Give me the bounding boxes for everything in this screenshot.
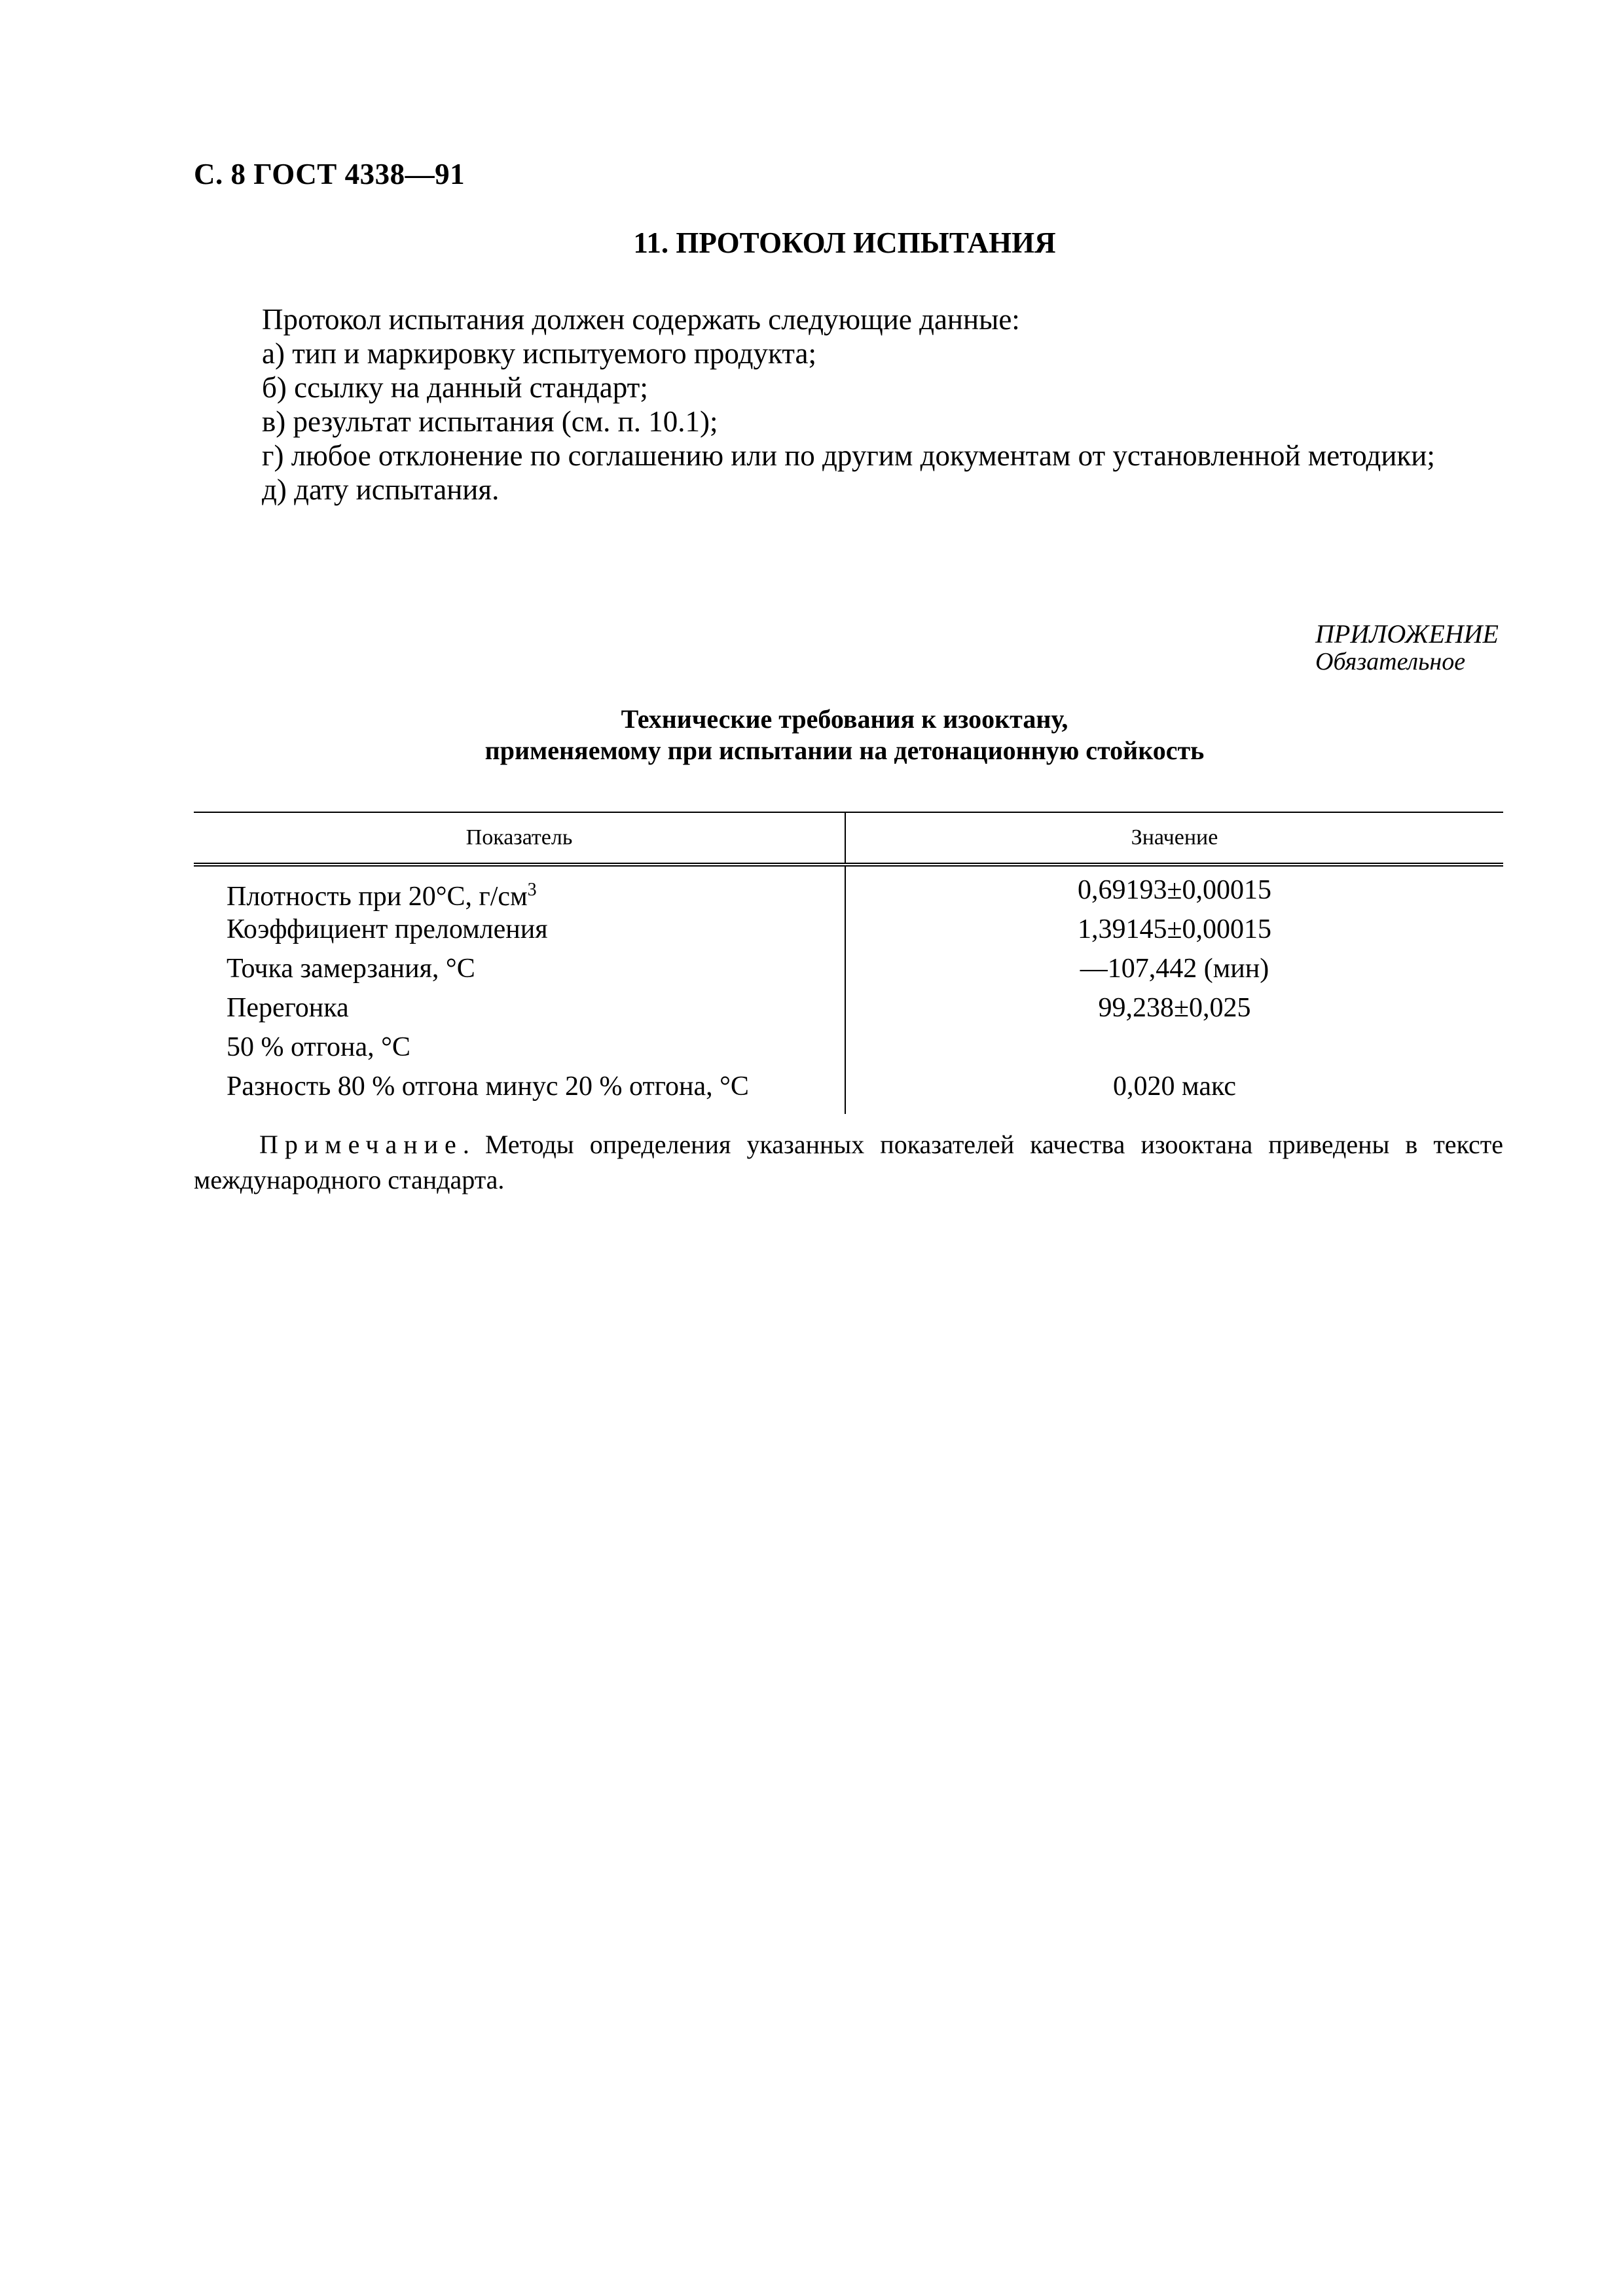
table-row-parameter (194, 870, 845, 910)
protocol-item-b: б) ссылку на данный стандарт; (262, 371, 648, 404)
table-header-row (194, 813, 1503, 867)
appendix-title: ПРИЛОЖЕНИЕ (1315, 619, 1499, 649)
protocol-item-d: д) дату испытания. (262, 473, 500, 506)
appendix-label (1315, 620, 1499, 675)
protocol-requirements (262, 302, 1435, 507)
note-text: . Методы определения указанных показателей качества изооктана приведены в тексте международного стандарта. (194, 1130, 1503, 1194)
table-row-value (846, 1028, 1503, 1067)
table-title-line-1: Технические требования к изооктану, (621, 704, 1068, 734)
table-row-value: —107,442 (мин) (1080, 954, 1269, 984)
note-label: Примечание (259, 1130, 463, 1159)
table-note (194, 1127, 1503, 1198)
parameter-column (194, 867, 846, 1114)
table-row-parameter: Точка замерзания, °С (227, 954, 475, 984)
density-label: Плотность при 20°С, г/см (227, 882, 528, 912)
page-header: С. 8 ГОСТ 4338—91 (194, 158, 465, 190)
table-body (194, 867, 1503, 1114)
isooctane-spec-table (194, 812, 1503, 1114)
section-title: 11. ПРОТОКОЛ ИСПЫТАНИЯ (633, 226, 1056, 259)
appendix-status: Обязательное (1315, 648, 1466, 675)
table-row-parameter: 50 % отгона, °С (227, 1032, 410, 1062)
table-row-parameter: Разность 80 % отгона минус 20 % отгона, °С (227, 1071, 749, 1102)
protocol-item-g: г) любое отклонение по соглашению или по другим документам от установленной методики; (262, 439, 1435, 472)
table-title-line-2: применяемому при испытании на детонационную стойкость (484, 736, 1205, 765)
table-row-parameter: Перегонка (227, 993, 349, 1023)
header-parameter: Показатель (194, 813, 846, 863)
table-row-value: 1,39145±0,00015 (1077, 914, 1272, 944)
protocol-item-v: в) результат испытания (см. п. 10.1); (262, 405, 718, 438)
value-column (846, 867, 1503, 1114)
table-row-parameter: Коэффициент преломления (227, 914, 548, 944)
table-row-value: 0,69193±0,00015 (1077, 875, 1272, 905)
protocol-intro: Протокол испытания должен содержать следующие данные: (262, 303, 1020, 336)
table-title (0, 704, 1623, 766)
table-row-value: 99,238±0,025 (1098, 993, 1251, 1023)
header-value: Значение (1131, 825, 1218, 850)
table-row-value: 0,020 макс (1113, 1071, 1236, 1102)
density-unit-superscript: 3 (527, 880, 537, 900)
protocol-item-a: а) тип и маркировку испытуемого продукта; (262, 337, 816, 370)
